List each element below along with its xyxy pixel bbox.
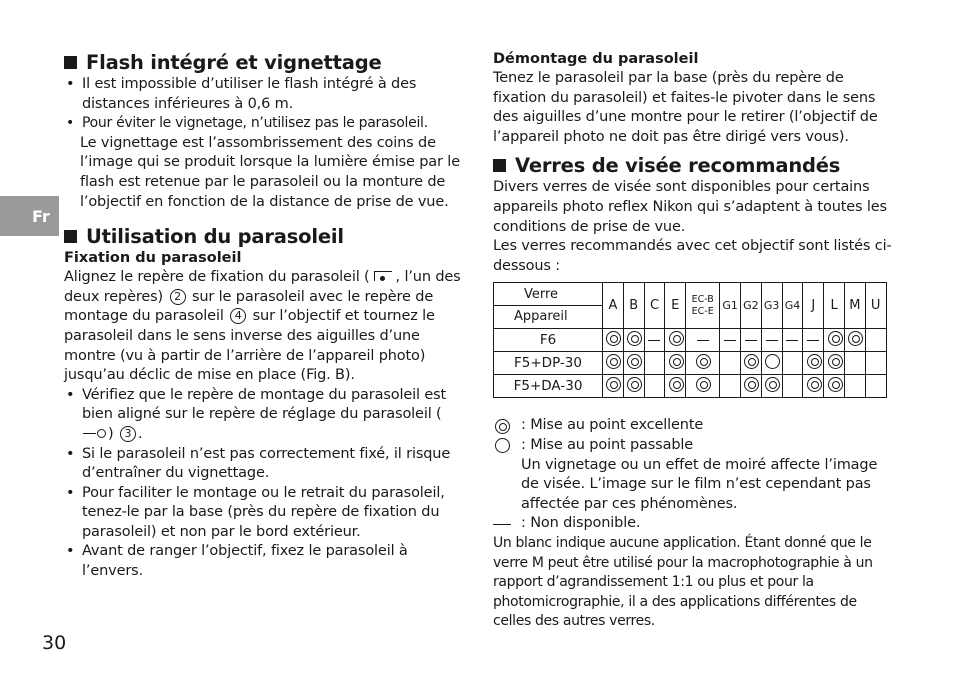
- language-tab-label: Fr: [32, 206, 50, 226]
- column-header: J: [803, 283, 824, 329]
- table-footnote: Un blanc indique aucune application. Étant donné que le verre M peut être utilisé pour la macrophotographie à un rapport d’agrandissement 1:1 ou plus et pour la photomicrographie, il a des applications différentes de celles des autres verres.: [493, 534, 873, 630]
- column-header: EC-B EC-E: [686, 283, 720, 329]
- column-header: G1: [720, 283, 741, 329]
- table-cell: [865, 329, 886, 352]
- legend-passable-detail: Un vignetage ou un effet de moiré affecte l’image de visée. L’image sur le film n’est cependant pas affectée par ces phénomènes.: [521, 456, 878, 512]
- excellent-focus-icon: [606, 377, 621, 392]
- table-cell: [720, 352, 741, 375]
- excellent-focus-icon: [744, 354, 759, 369]
- row-label: F5+DP-30: [494, 352, 603, 375]
- table-cell: [720, 375, 741, 398]
- column-header: U: [865, 283, 886, 329]
- table-cell: [644, 375, 665, 398]
- excellent-focus-icon: [828, 354, 843, 369]
- hood-setting-index-icon: [82, 426, 108, 440]
- table-cell: [824, 352, 845, 375]
- language-tab: [0, 196, 59, 236]
- hood-attach-paragraph: [64, 268, 464, 386]
- table-legend: [493, 416, 893, 534]
- paragraph-text: sur le parasoleil avec le repère de montage du parasoleil: [64, 288, 434, 325]
- table-cell: [686, 375, 720, 398]
- excellent-focus-icon: [495, 419, 510, 434]
- flash-bullet-list: [64, 75, 464, 134]
- table-header-row: [494, 283, 887, 329]
- table-cell: [740, 352, 761, 375]
- table-cell: [740, 329, 761, 352]
- column-header: B: [623, 283, 644, 329]
- table-body: [494, 329, 887, 398]
- not-available-dash-icon: [786, 340, 798, 341]
- table-cell: [665, 352, 686, 375]
- table-cell: [803, 329, 824, 352]
- paragraph-text: , l’un des deux repères): [64, 269, 461, 305]
- table-cell: [761, 375, 782, 398]
- excellent-focus-icon: [807, 377, 822, 392]
- callout-number-3-icon: 3: [120, 426, 136, 442]
- not-available-dash-icon: [493, 524, 511, 525]
- not-available-dash-icon: [648, 340, 660, 341]
- screen-header-label: Verre: [494, 283, 602, 306]
- excellent-focus-icon: [828, 377, 843, 392]
- table-cell: [740, 375, 761, 398]
- table-cell: [665, 375, 686, 398]
- table-cell: [603, 352, 624, 375]
- not-available-dash-icon: [766, 340, 778, 341]
- table-cell: [844, 352, 865, 375]
- table-cell: [720, 329, 741, 352]
- table-cell: [686, 352, 720, 375]
- table-cell: [782, 375, 803, 398]
- legend-excellent: [493, 416, 893, 436]
- left-column: [64, 50, 464, 582]
- table-cell: [686, 329, 720, 352]
- screens-section-title: Verres de visée recommandés: [515, 154, 841, 178]
- screens-intro-2: Les verres recommandés avec cet objectif sont listés ci-dessous :: [493, 238, 892, 274]
- passable-focus-icon: [765, 354, 780, 369]
- table-cell: [782, 329, 803, 352]
- excellent-focus-icon: [765, 377, 780, 392]
- table-cell: [644, 352, 665, 375]
- excellent-focus-icon: [606, 354, 621, 369]
- hood-removal-subtitle: Démontage du parasoleil: [493, 51, 699, 67]
- legend-text: : Mise au point passable: [521, 436, 694, 453]
- table-row: [494, 352, 887, 375]
- legend-not-available: [493, 514, 893, 534]
- table-row: [494, 329, 887, 352]
- flash-section-heading: [64, 50, 464, 75]
- table-cell: [803, 375, 824, 398]
- not-available-dash-icon: [745, 340, 757, 341]
- column-header: C: [644, 283, 665, 329]
- not-available-dash-icon: [697, 340, 709, 341]
- table-corner-header: [494, 283, 603, 329]
- page-number: 30: [42, 632, 67, 654]
- right-column: [493, 50, 893, 632]
- excellent-focus-icon: [669, 377, 684, 392]
- hood-removal-paragraph: Tenez le parasoleil par la base (près du repère de fixation du parasoleil) et faites-le pivoter dans le sens des aiguilles d’une montre pour le retirer (l’objectif de l’appareil photo ne doit pas être dirigé vers vous).: [493, 70, 878, 145]
- hood-attach-subtitle: Fixation du parasoleil: [64, 250, 242, 267]
- screens-section-heading: [493, 153, 893, 178]
- table-cell: [824, 375, 845, 398]
- section-square-icon: [64, 230, 77, 243]
- list-item: [64, 386, 464, 445]
- table-cell: [824, 329, 845, 352]
- excellent-focus-icon: [744, 377, 759, 392]
- table-cell: [865, 352, 886, 375]
- not-available-dash-icon: [807, 340, 819, 341]
- excellent-focus-icon: [627, 354, 642, 369]
- vignetting-explanation: Le vignettage est l’assombrissement des coins de l’image qui se produit lorsque la lumière émise par le flash est retenue par le parasoleil ou la monture de l’objectif en fonction de la distance de prise de vue.: [80, 134, 460, 210]
- excellent-focus-icon: [669, 354, 684, 369]
- legend-text: : Mise au point excellente: [521, 417, 704, 434]
- excellent-focus-icon: [696, 354, 711, 369]
- table-cell: [803, 352, 824, 375]
- column-header: G3: [761, 283, 782, 329]
- row-label: F6: [494, 329, 603, 352]
- column-header: L: [824, 283, 845, 329]
- hood-section-heading: [64, 224, 464, 249]
- table-cell: [603, 329, 624, 352]
- excellent-focus-icon: [627, 377, 642, 392]
- excellent-focus-icon: [627, 331, 642, 346]
- table-row: [494, 375, 887, 398]
- legend-passable: [493, 436, 893, 456]
- table-cell: [623, 352, 644, 375]
- camera-header-label: Appareil: [514, 309, 568, 325]
- excellent-focus-icon: [606, 331, 621, 346]
- paragraph-text: Alignez le repère de fixation du parasoleil (: [64, 269, 370, 286]
- excellent-focus-icon: [807, 354, 822, 369]
- not-available-dash-icon: [724, 340, 736, 341]
- list-item: • Il est impossible d’utiliser le flash intégré à des distances inférieures à 0,6 m.: [64, 75, 464, 114]
- focusing-screen-table: [493, 282, 887, 398]
- table-cell: [865, 375, 886, 398]
- table-cell: [761, 352, 782, 375]
- table-cell: [603, 375, 624, 398]
- bullet-text: Vérifiez que le repère de montage du parasoleil est bien aligné sur le repère de réglage du parasoleil (: [82, 386, 447, 423]
- column-header: G2: [740, 283, 761, 329]
- table-cell: [761, 329, 782, 352]
- bullet-text: ): [108, 425, 114, 442]
- excellent-focus-icon: [696, 377, 711, 392]
- callout-number-2-icon: 2: [170, 289, 186, 305]
- hood-attachment-index-icon: [372, 269, 394, 283]
- column-header: G4: [782, 283, 803, 329]
- column-header: M: [844, 283, 865, 329]
- callout-number-4-icon: 4: [230, 308, 246, 324]
- column-header: A: [603, 283, 624, 329]
- hood-section-title: Utilisation du parasoleil: [86, 225, 344, 249]
- screens-intro-1: Divers verres de visée sont disponibles pour certains appareils photo reflex Nikon qui s’adaptent à toutes les conditions de prise de vue.: [493, 179, 887, 235]
- table-cell: [644, 329, 665, 352]
- column-header: E: [665, 283, 686, 329]
- list-item: • Si le parasoleil n’est pas correctement fixé, il risque d’entraîner du vignettage.: [64, 445, 464, 484]
- table-cell: [782, 352, 803, 375]
- table-cell: [623, 375, 644, 398]
- section-square-icon: [64, 56, 77, 69]
- table-cell: [844, 375, 865, 398]
- excellent-focus-icon: [848, 331, 863, 346]
- excellent-focus-icon: [828, 331, 843, 346]
- list-item: • Pour éviter le vignetage, n’utilisez pas le parasoleil.: [64, 114, 464, 134]
- bullet-text: .: [137, 425, 143, 442]
- section-square-icon: [493, 159, 506, 172]
- excellent-focus-icon: [669, 331, 684, 346]
- flash-section-title: Flash intégré et vignettage: [86, 51, 382, 74]
- paragraph-text: sur l’objectif et tournez le parasoleil dans le sens inverse des aiguilles d’une montre (vu à partir de l’arrière de l’appareil photo) jusqu’au déclic de mise en place (Fig. B).: [64, 308, 435, 384]
- row-label: F5+DA-30: [494, 375, 603, 398]
- table-cell: [665, 329, 686, 352]
- table-cell: [844, 329, 865, 352]
- list-item: • Pour faciliter le montage ou le retrait du parasoleil, tenez-le par la base (près du repère de fixation du parasoleil) et non par le bord extérieur.: [64, 484, 464, 543]
- legend-text: : Non disponible.: [521, 515, 641, 532]
- list-item: • Avant de ranger l’objectif, fixez le parasoleil à l’envers.: [64, 542, 464, 581]
- hood-bullet-list: [64, 386, 464, 582]
- passable-focus-icon: [495, 438, 510, 453]
- table-cell: [623, 329, 644, 352]
